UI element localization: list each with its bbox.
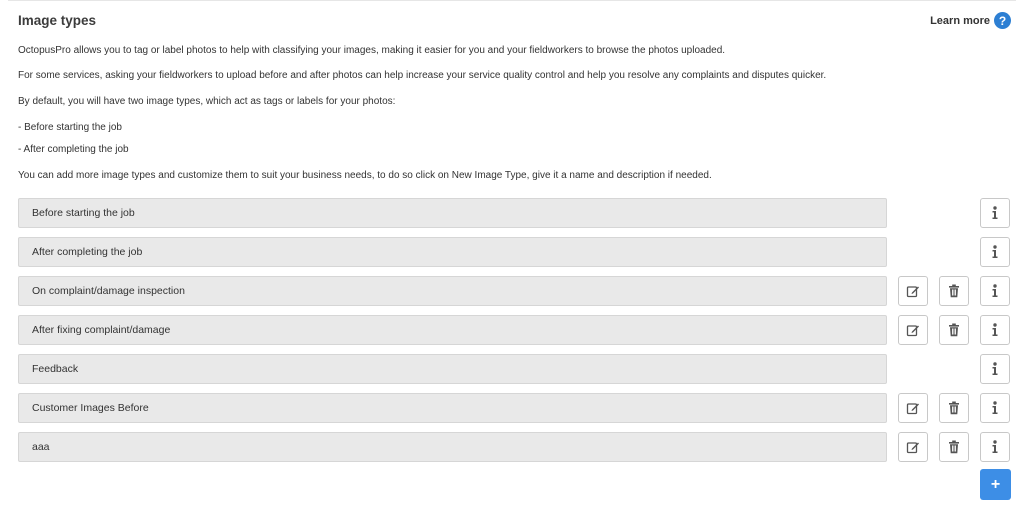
top-divider xyxy=(8,0,1016,1)
trash-icon xyxy=(948,284,960,298)
image-type-row xyxy=(18,354,887,384)
info-icon xyxy=(991,206,999,220)
info-icon xyxy=(991,284,999,298)
info-icon xyxy=(991,440,999,454)
edit-icon xyxy=(906,440,920,454)
trash-icon xyxy=(948,323,960,337)
image-type-row xyxy=(18,393,887,423)
description-paragraph-1: OctopusPro allows you to tag or label photos to help with classifying your images, making it easier for you and your fieldworkers to browse the photos uploaded. xyxy=(18,45,726,56)
info-button[interactable] xyxy=(980,237,1010,267)
info-button[interactable] xyxy=(980,315,1010,345)
image-type-row xyxy=(18,432,887,462)
trash-icon xyxy=(948,440,960,454)
image-type-row xyxy=(18,315,887,345)
edit-button[interactable] xyxy=(898,315,928,345)
image-type-row xyxy=(18,237,887,267)
trash-icon xyxy=(948,401,960,415)
info-button[interactable] xyxy=(980,432,1010,462)
learn-more-link[interactable] xyxy=(930,12,1011,29)
page-title: Image types xyxy=(18,13,97,28)
plus-icon: + xyxy=(990,475,1001,493)
info-button[interactable] xyxy=(980,198,1010,228)
delete-button[interactable] xyxy=(939,276,969,306)
delete-button[interactable] xyxy=(939,432,969,462)
description-paragraph-3: By default, you will have two image types, which act as tags or labels for your photos: xyxy=(18,96,396,107)
description-paragraph-2: For some services, asking your fieldworkers to upload before and after photos can help increase your service quality control and help you resolve any complaints and disputes quicker. xyxy=(18,70,827,81)
image-type-name: aaa xyxy=(32,441,50,453)
description-bullet-2: - After completing the job xyxy=(18,144,129,155)
help-icon[interactable]: ? xyxy=(994,12,1011,29)
info-button[interactable] xyxy=(980,393,1010,423)
image-type-name: Customer Images Before xyxy=(32,402,149,414)
description-bullet-1: - Before starting the job xyxy=(18,122,122,133)
edit-button[interactable] xyxy=(898,276,928,306)
edit-icon xyxy=(906,323,920,337)
delete-button[interactable] xyxy=(939,393,969,423)
image-type-name: Feedback xyxy=(32,363,79,375)
info-icon xyxy=(991,401,999,415)
info-icon xyxy=(991,245,999,259)
edit-icon xyxy=(906,284,920,298)
image-type-row xyxy=(18,198,887,228)
edit-icon xyxy=(906,401,920,415)
image-type-name: Before starting the job xyxy=(32,207,135,219)
learn-more-label: Learn more xyxy=(930,14,990,27)
info-icon xyxy=(991,323,999,337)
info-icon xyxy=(991,362,999,376)
image-type-name: On complaint/damage inspection xyxy=(32,285,185,297)
edit-button[interactable] xyxy=(898,393,928,423)
add-image-type-button[interactable] xyxy=(980,469,1011,500)
image-type-name: After fixing complaint/damage xyxy=(32,324,171,336)
info-button[interactable] xyxy=(980,276,1010,306)
image-type-row xyxy=(18,276,887,306)
image-type-name: After completing the job xyxy=(32,246,143,258)
info-button[interactable] xyxy=(980,354,1010,384)
description-paragraph-4: You can add more image types and customize them to suit your business needs, to do so click on New Image Type, give it a name and description if needed. xyxy=(18,170,712,181)
edit-button[interactable] xyxy=(898,432,928,462)
delete-button[interactable] xyxy=(939,315,969,345)
